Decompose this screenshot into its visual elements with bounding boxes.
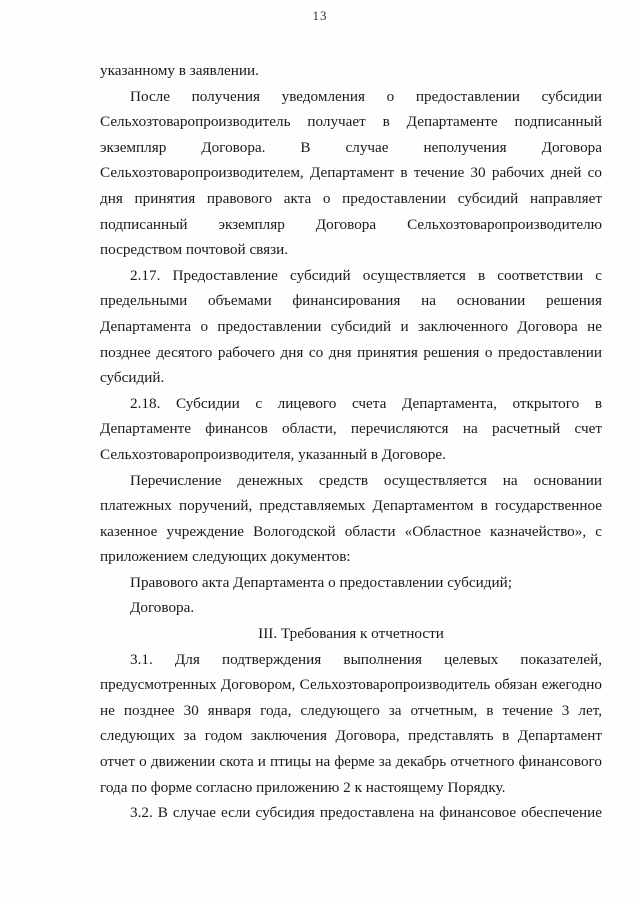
text-line: субсидий.	[100, 369, 165, 387]
text-line: позднее десятого рабочего дня со дня принятия решения о предоставлении	[100, 343, 602, 361]
paragraph	[100, 468, 602, 570]
text-line: подписанный экземпляр Договора Сельхозтоваропроизводителю	[100, 215, 602, 233]
text-line: отчет о движении скота и птицы на ферме за декабрь отчетного финансового	[100, 753, 602, 771]
paragraph	[100, 263, 602, 391]
text-line: 2.17. Предоставление субсидий осуществляется в соответствии с	[130, 266, 602, 284]
text-line: Сельхозтоваропроизводителем, Департамент в течение 30 рабочих дней со	[100, 164, 602, 182]
text-line: года по форме согласно приложению 2 к настоящему Порядку.	[100, 778, 506, 796]
text-line: 3.2. В случае если субсидия предоставлена на финансовое обеспечение	[130, 804, 602, 822]
text-line: Перечисление денежных средств осуществляется на основании	[130, 471, 602, 489]
text-line: Сельхозтоваропроизводитель получает в Департаменте подписанный	[100, 113, 602, 131]
text-line: приложением следующих документов:	[100, 548, 351, 566]
paragraph	[100, 58, 602, 84]
text-line: предусмотренных Договором, Сельхозтоваропроизводитель обязан ежегодно	[100, 676, 602, 694]
text-line: указанному в заявлении.	[100, 62, 259, 79]
text-line: Правового акта Департамента о предоставлении субсидий;	[130, 573, 512, 591]
text-line: казенное учреждение Вологодской области «Областное казначейство», с	[100, 522, 602, 540]
paragraph	[100, 595, 602, 621]
text-line: Департаменте финансов области, перечисляются на расчетный счет	[100, 420, 602, 438]
paragraph	[100, 800, 602, 826]
text-line: не позднее 30 января года, следующего за отчетным, в течение 3 лет,	[100, 701, 602, 719]
paragraph	[100, 570, 602, 596]
text-line: Сельхозтоваропроизводителя, указанный в Договоре.	[100, 445, 446, 463]
text-line: 2.18. Субсидии с лицевого счета Департамента, открытого в	[130, 394, 602, 412]
text-line: следующих за годом заключения Договора, представлять в Департамент	[100, 727, 602, 745]
text-line: посредством почтовой связи.	[100, 241, 289, 259]
text-line: 3.1. Для подтверждения выполнения целевых показателей,	[130, 650, 602, 668]
text-line: экземпляр Договора. В случае неполучения Договора	[100, 138, 602, 156]
text-line: платежных поручений, представляемых Департаментом в государственное	[100, 497, 602, 515]
page-number: 13	[312, 8, 328, 23]
text-line: Департамента о предоставлении субсидий и заключенного Договора не	[100, 317, 602, 335]
text-line: дня принятия правового акта о предоставлении субсидий направляет	[100, 189, 602, 207]
section-heading: III. Требования к отчетности	[258, 625, 444, 643]
paragraph	[100, 647, 602, 801]
text-line: предельными объемами финансирования на основании решения	[100, 292, 602, 310]
text-line: После получения уведомления о предоставлении субсидии	[130, 87, 602, 105]
text-line: Договора.	[130, 599, 195, 617]
document-body	[100, 58, 602, 826]
paragraph	[100, 391, 602, 468]
paragraph	[100, 84, 602, 263]
